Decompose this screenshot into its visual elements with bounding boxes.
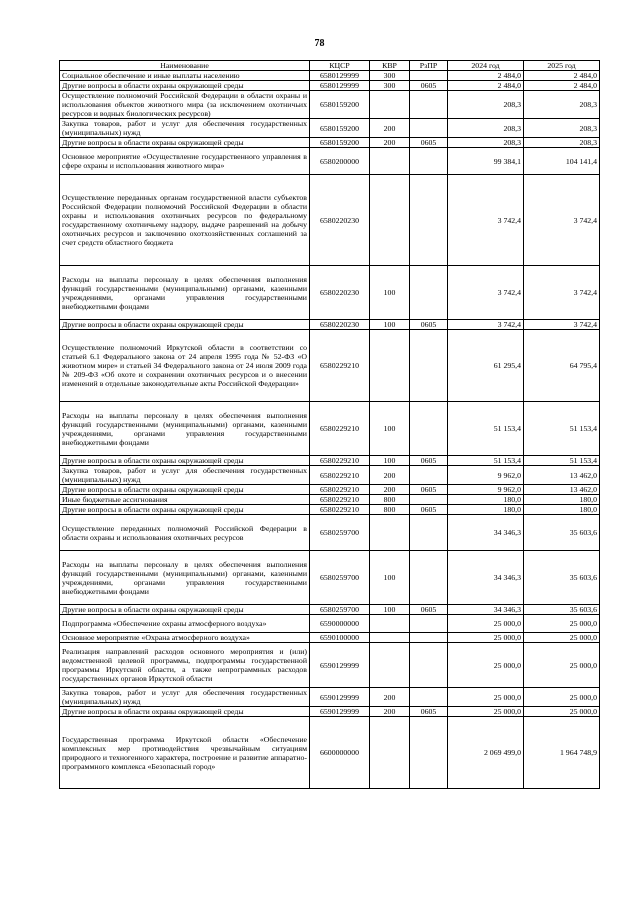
cell-name: Государственная программа Иркутской области «Обеспечение комплексных мер противодействия чрезвычайным ситуациям природного и техногенного характера, построение и развитие аппаратно-программного комплекса «Безопасный город» — [60, 717, 310, 789]
cell-kcsr: 6600000000 — [310, 717, 370, 789]
cell-name: Осуществление полномочий Иркутской области в соответствии со статьей 6.1 Федерального закона от 24 апреля 1995 года № 52-ФЗ «О животном мире» и статьей 34 Федерального закона от 24 июля 2009 года № 209-ФЗ «Об охоте и сохранении охотничьих ресурсов и о внесении изменений в отдельные законодательные акты Российской Федерации» — [60, 330, 310, 402]
cell-kcsr: 6580229210 — [310, 505, 370, 515]
cell-2024: 51 153,4 — [448, 402, 524, 456]
cell-2025: 208,3 — [524, 91, 600, 119]
cell-rzpr — [410, 402, 448, 456]
cell-rzpr — [410, 330, 448, 402]
cell-kvr: 100 — [370, 551, 410, 605]
table-row — [60, 456, 600, 466]
cell-name: Основное мероприятие «Охрана атмосферного воздуха» — [60, 633, 310, 643]
cell-kvr: 300 — [370, 71, 410, 81]
cell-name: Другие вопросы в области охраны окружающей среды — [60, 707, 310, 717]
cell-rzpr — [410, 91, 448, 119]
cell-2024: 2 484,0 — [448, 71, 524, 81]
cell-rzpr — [410, 717, 448, 789]
cell-kvr: 100 — [370, 402, 410, 456]
cell-name: Осуществление переданных органам государственной власти субъектов Российской Федерации полномочий Российской Федерации в области охраны и использования охотничьих ресурсов по федеральному государственному охотничьему надзору, выдаче разрешений на добычу охотничьих ресурсов и заключению охотхозяйственных соглашений за счет средств областного бюджета — [60, 175, 310, 266]
cell-kcsr: 6580229210 — [310, 495, 370, 505]
table-row — [60, 466, 600, 485]
cell-name: Социальное обеспечение и иные выплаты населению — [60, 71, 310, 81]
cell-name: Основное мероприятие «Осуществление государственного управления в сфере охраны и использования животного мира» — [60, 148, 310, 175]
cell-2025: 180,0 — [524, 495, 600, 505]
cell-kcsr: 6580129999 — [310, 71, 370, 81]
cell-kvr — [370, 148, 410, 175]
cell-kcsr: 6580229210 — [310, 402, 370, 456]
cell-rzpr — [410, 266, 448, 320]
table-row — [60, 495, 600, 505]
cell-kvr — [370, 643, 410, 688]
table-row — [60, 605, 600, 615]
cell-kvr: 300 — [370, 81, 410, 91]
table-row — [60, 485, 600, 495]
cell-kvr: 200 — [370, 485, 410, 495]
cell-2025: 2 484,0 — [524, 81, 600, 91]
header-name: Наименование — [60, 61, 310, 71]
cell-2025: 13 462,0 — [524, 466, 600, 485]
header-rzpr: РзПР — [410, 61, 448, 71]
table-row — [60, 71, 600, 81]
table-row — [60, 175, 600, 266]
table-row — [60, 643, 600, 688]
table-row — [60, 505, 600, 515]
cell-rzpr — [410, 643, 448, 688]
cell-2024: 25 000,0 — [448, 707, 524, 717]
cell-2025: 3 742,4 — [524, 266, 600, 320]
table-row — [60, 551, 600, 605]
cell-rzpr: 0605 — [410, 320, 448, 330]
cell-kvr: 800 — [370, 495, 410, 505]
header-2024: 2024 год — [448, 61, 524, 71]
table-row — [60, 688, 600, 707]
cell-name: Осуществление переданных полномочий Российской Федерации в области охраны и использования охотничьих ресурсов — [60, 515, 310, 551]
cell-kvr: 200 — [370, 466, 410, 485]
cell-kvr — [370, 175, 410, 266]
table-row — [60, 266, 600, 320]
cell-rzpr: 0605 — [410, 456, 448, 466]
cell-2024: 99 384,1 — [448, 148, 524, 175]
cell-kcsr: 6580200000 — [310, 148, 370, 175]
cell-rzpr — [410, 688, 448, 707]
cell-name: Другие вопросы в области охраны окружающей среды — [60, 485, 310, 495]
cell-kcsr: 6580229210 — [310, 456, 370, 466]
cell-name: Подпрограмма «Обеспечение охраны атмосферного воздуха» — [60, 615, 310, 633]
cell-kcsr: 6590000000 — [310, 615, 370, 633]
cell-2025: 13 462,0 — [524, 485, 600, 495]
cell-2024: 61 295,4 — [448, 330, 524, 402]
cell-2024: 9 962,0 — [448, 485, 524, 495]
cell-2024: 180,0 — [448, 505, 524, 515]
cell-rzpr — [410, 119, 448, 138]
table-row — [60, 717, 600, 789]
cell-kcsr: 6580259700 — [310, 515, 370, 551]
budget-table — [59, 60, 600, 789]
table-row — [60, 330, 600, 402]
cell-2025: 180,0 — [524, 505, 600, 515]
cell-2025: 2 484,0 — [524, 71, 600, 81]
cell-2024: 25 000,0 — [448, 615, 524, 633]
cell-2024: 25 000,0 — [448, 633, 524, 643]
cell-2024: 51 153,4 — [448, 456, 524, 466]
cell-kcsr: 6580259700 — [310, 605, 370, 615]
cell-name: Расходы на выплаты персоналу в целях обеспечения выполнения функций государственными (муниципальными) органами, казенными учреждениями, органами управления государственными внебюджетными фондами — [60, 402, 310, 456]
cell-2024: 3 742,4 — [448, 320, 524, 330]
cell-2025: 35 603,6 — [524, 515, 600, 551]
cell-2024: 3 742,4 — [448, 266, 524, 320]
cell-name: Закупка товаров, работ и услуг для обеспечения государственных (муниципальных) нужд — [60, 688, 310, 707]
cell-name: Другие вопросы в области охраны окружающей среды — [60, 505, 310, 515]
cell-2024: 3 742,4 — [448, 175, 524, 266]
cell-2025: 104 141,4 — [524, 148, 600, 175]
cell-name: Осуществление полномочий Российской Федерации в области охраны и использования объектов животного мира (за исключением охотничьих ресурсов и водных биологических ресурсов) — [60, 91, 310, 119]
cell-rzpr — [410, 175, 448, 266]
cell-kcsr: 6580220230 — [310, 320, 370, 330]
cell-kvr: 800 — [370, 505, 410, 515]
cell-name: Закупка товаров, работ и услуг для обеспечения государственных (муниципальных) нужд — [60, 119, 310, 138]
cell-2025: 25 000,0 — [524, 707, 600, 717]
cell-2025: 25 000,0 — [524, 688, 600, 707]
cell-2025: 25 000,0 — [524, 633, 600, 643]
cell-rzpr — [410, 633, 448, 643]
cell-kcsr: 6580229210 — [310, 330, 370, 402]
cell-name: Расходы на выплаты персоналу в целях обеспечения выполнения функций государственными (муниципальными) органами, казенными учреждениями, органами управления государственными внебюджетными фондами — [60, 266, 310, 320]
cell-rzpr — [410, 615, 448, 633]
cell-2024: 208,3 — [448, 119, 524, 138]
cell-2025: 35 603,6 — [524, 605, 600, 615]
cell-2025: 35 603,6 — [524, 551, 600, 605]
header-kcsr: КЦСР — [310, 61, 370, 71]
cell-name: Другие вопросы в области охраны окружающей среды — [60, 456, 310, 466]
cell-rzpr: 0605 — [410, 81, 448, 91]
cell-kcsr: 6590100000 — [310, 633, 370, 643]
cell-kvr — [370, 615, 410, 633]
cell-name: Другие вопросы в области охраны окружающей среды — [60, 320, 310, 330]
cell-2024: 208,3 — [448, 138, 524, 148]
cell-kvr — [370, 717, 410, 789]
header-2025: 2025 год — [524, 61, 600, 71]
cell-name: Иные бюджетные ассигнования — [60, 495, 310, 505]
cell-2024: 34 346,3 — [448, 605, 524, 615]
cell-2024: 208,3 — [448, 91, 524, 119]
table-row — [60, 615, 600, 633]
cell-kvr: 200 — [370, 688, 410, 707]
cell-kvr: 100 — [370, 605, 410, 615]
cell-kvr: 200 — [370, 707, 410, 717]
cell-2024: 25 000,0 — [448, 643, 524, 688]
table-row — [60, 138, 600, 148]
table-row — [60, 633, 600, 643]
cell-kcsr: 6580159200 — [310, 119, 370, 138]
cell-2025: 64 795,4 — [524, 330, 600, 402]
cell-name: Расходы на выплаты персоналу в целях обеспечения выполнения функций государственными (муниципальными) органами, казенными учреждениями, органами управления государственными внебюджетными фондами — [60, 551, 310, 605]
cell-kcsr: 6580220230 — [310, 266, 370, 320]
cell-kvr: 200 — [370, 119, 410, 138]
table-row — [60, 148, 600, 175]
cell-kcsr: 6580229210 — [310, 466, 370, 485]
table-row — [60, 119, 600, 138]
cell-rzpr: 0605 — [410, 605, 448, 615]
cell-kvr: 100 — [370, 456, 410, 466]
cell-kvr: 200 — [370, 138, 410, 148]
table-row — [60, 81, 600, 91]
cell-kvr — [370, 515, 410, 551]
cell-kvr — [370, 91, 410, 119]
cell-2024: 25 000,0 — [448, 688, 524, 707]
cell-name: Другие вопросы в области охраны окружающей среды — [60, 138, 310, 148]
cell-2025: 1 964 748,9 — [524, 717, 600, 789]
table-row — [60, 515, 600, 551]
cell-2025: 208,3 — [524, 138, 600, 148]
header-kvr: КВР — [370, 61, 410, 71]
cell-kcsr: 6580129999 — [310, 81, 370, 91]
page-number: 78 — [314, 38, 325, 49]
cell-kcsr: 6590129999 — [310, 688, 370, 707]
cell-kvr: 100 — [370, 320, 410, 330]
cell-2025: 25 000,0 — [524, 643, 600, 688]
cell-2024: 34 346,3 — [448, 515, 524, 551]
cell-2024: 9 962,0 — [448, 466, 524, 485]
table-row — [60, 402, 600, 456]
cell-kcsr: 6580259700 — [310, 551, 370, 605]
cell-kvr: 100 — [370, 266, 410, 320]
cell-rzpr: 0605 — [410, 505, 448, 515]
cell-rzpr — [410, 515, 448, 551]
cell-kvr — [370, 633, 410, 643]
cell-name: Реализация направлений расходов основного мероприятия и (или) ведомственной целевой программы, подпрограммы государственной программы Иркутской области, а также непрограммных расходов государственных органов Иркутской области — [60, 643, 310, 688]
cell-rzpr — [410, 466, 448, 485]
cell-2024: 2 069 499,0 — [448, 717, 524, 789]
cell-2025: 51 153,4 — [524, 402, 600, 456]
cell-rzpr: 0605 — [410, 707, 448, 717]
cell-name: Другие вопросы в области охраны окружающей среды — [60, 605, 310, 615]
cell-2025: 208,3 — [524, 119, 600, 138]
cell-rzpr: 0605 — [410, 138, 448, 148]
cell-2025: 3 742,4 — [524, 320, 600, 330]
cell-kcsr: 6580159200 — [310, 91, 370, 119]
cell-rzpr — [410, 148, 448, 175]
cell-2025: 3 742,4 — [524, 175, 600, 266]
cell-rzpr — [410, 551, 448, 605]
cell-2025: 51 153,4 — [524, 456, 600, 466]
cell-2024: 2 484,0 — [448, 81, 524, 91]
cell-name: Другие вопросы в области охраны окружающей среды — [60, 81, 310, 91]
cell-2024: 180,0 — [448, 495, 524, 505]
cell-kcsr: 6580220230 — [310, 175, 370, 266]
cell-2025: 25 000,0 — [524, 615, 600, 633]
cell-2024: 34 346,3 — [448, 551, 524, 605]
cell-rzpr — [410, 495, 448, 505]
cell-kvr — [370, 330, 410, 402]
table-header-row — [60, 61, 600, 71]
cell-kcsr: 6590129999 — [310, 707, 370, 717]
cell-kcsr: 6580229210 — [310, 485, 370, 495]
cell-rzpr: 0605 — [410, 485, 448, 495]
cell-name: Закупка товаров, работ и услуг для обеспечения государственных (муниципальных) нужд — [60, 466, 310, 485]
table-row — [60, 707, 600, 717]
table-body — [60, 71, 600, 789]
cell-kcsr: 6590129999 — [310, 643, 370, 688]
table-row — [60, 320, 600, 330]
cell-rzpr — [410, 71, 448, 81]
table-row — [60, 91, 600, 119]
cell-kcsr: 6580159200 — [310, 138, 370, 148]
